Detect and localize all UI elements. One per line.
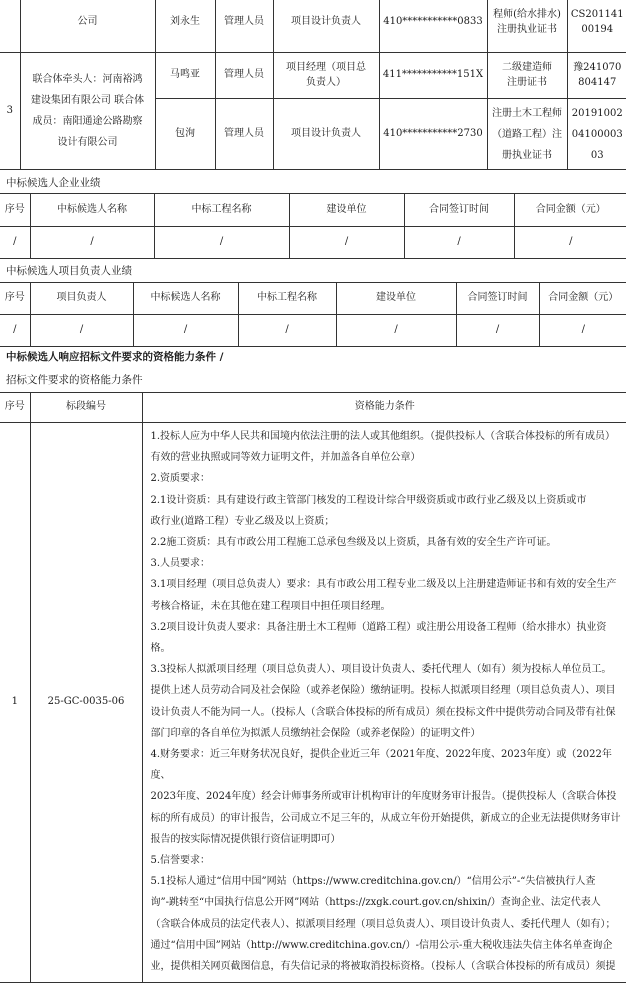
- qualification-table: [0, 392, 626, 983]
- condition-line: 3.2项目设计负责人要求：具备注册土木工程师（道路工程）或注册公用设备工程师（给水排水）执业资格。: [150, 621, 607, 655]
- position-cell: 项目设计负责人: [273, 99, 379, 170]
- table-header-row: [0, 283, 626, 315]
- id-cell: 410***********2730: [379, 99, 487, 170]
- condition-line: 通过“信用中国”网站（http://www.creditchina.gov.cn/）-信用公示-重大税收违法失信主体名单查询企: [150, 939, 613, 951]
- id-cell: 411***********151X: [379, 53, 487, 99]
- data-cell: /: [0, 315, 30, 347]
- condition-line: 2.1设计资质：具有建设行政主管部门核发的工程设计综合甲级资质或市政行业乙级及以上资质或市: [150, 494, 587, 506]
- header-cell: 项目负责人: [30, 283, 133, 315]
- condition-line: 2023年度、2024年度）经会计师事务所或审计机构审计的年度财务审计报告。（提供投标人（含联合体投: [150, 791, 617, 803]
- condition-line: 2.2施工资质：具有市政公用工程施工总承包叁级及以上资质，具备有效的安全生产许可证。: [150, 537, 557, 549]
- condition-line: 4.财务要求：近三年财务状况良好，提供企业近三年（2021年度、2022年度、2023年度）或（2022年度、: [150, 749, 612, 782]
- data-cell: /: [30, 315, 133, 347]
- data-cell: /: [238, 315, 336, 347]
- header-cell: 建设单位: [336, 283, 456, 315]
- condition-line: 提供上述人员劳动合同及社会保险（或养老保险）缴纳证明。投标人拟派项目经理（项目总负责人）、项目: [150, 685, 616, 697]
- condition-line: 部门印章的各自单位为拟派人员缴纳社会保险（或养老保险）的证明文件）: [150, 727, 481, 739]
- data-cell: /: [404, 227, 514, 259]
- header-cell: 序号: [0, 393, 30, 423]
- manager-perf-title: 中标候选人项目负责人业绩: [6, 265, 132, 277]
- index-cell: 1: [0, 423, 30, 983]
- section-no-cell: 25-GC-0035-06: [30, 423, 142, 983]
- table-row: [0, 423, 626, 983]
- header-cell: 合同金额（元）: [539, 283, 626, 315]
- enterprise-perf-table: [0, 193, 626, 259]
- manager-perf-table: [0, 282, 626, 347]
- data-cell: /: [289, 227, 404, 259]
- data-cell: /: [539, 315, 626, 347]
- condition-line: （含联合体成员的法定代表人）、拟派项目经理（项目总负责人）、项目设计负责人、委托代理人（如有）；: [150, 918, 616, 930]
- header-cell: 中标候选人名称: [30, 194, 154, 227]
- conditions-cell: [142, 423, 626, 983]
- header-cell: 资格能力条件: [142, 393, 626, 423]
- condition-line: 报告的按实际情况提供银行资信证明即可）: [150, 833, 341, 845]
- table-header-row: [0, 194, 626, 227]
- data-cell: /: [456, 315, 539, 347]
- table-row: [0, 53, 626, 99]
- header-cell: 合同金额（元）: [514, 194, 626, 227]
- table-row: [0, 315, 626, 347]
- condition-line: 设计负责人不能为同一人。（投标人（含联合体投标的所有成员）须在投标文件中提供劳动合同及带有社保: [150, 706, 616, 718]
- position-cell: 项目设计负责人: [273, 0, 379, 53]
- qualification-title: 中标候选人响应招标文件要求的资格能力条件 /: [6, 351, 224, 363]
- data-cell: /: [133, 315, 238, 347]
- table-row: [0, 227, 626, 259]
- cert-cell: 注册土木工程师（道路工程）注册执业证书: [487, 99, 567, 170]
- cert-no-cell: 201910020410000303: [567, 99, 626, 170]
- header-cell: 中标候选人名称: [133, 283, 238, 315]
- header-cell: 中标工程名称: [154, 194, 289, 227]
- condition-line: 考核合格证，未在其他在建工程项目中担任项目经理。: [150, 600, 391, 612]
- group-company-cell: 联合体牵头人：河南裕鸿建设集团有限公司 联合体成员：南阳通途公路勘察设计有限公司: [20, 53, 155, 170]
- condition-line: 5.信誉要求：: [150, 855, 211, 867]
- table-row: [0, 0, 626, 53]
- condition-line: 2.资质要求：: [150, 473, 211, 485]
- role-cell: 管理人员: [215, 0, 273, 53]
- role-cell: 管理人员: [215, 99, 273, 170]
- condition-line: 1.投标人应为中华人民共和国境内依法注册的法人或其他组织。（提供投标人（含联合体投标的所有成员）: [150, 431, 616, 442]
- name-cell: 刘永生: [155, 0, 215, 53]
- cert-no-cell: 豫241070804147: [567, 53, 626, 99]
- company-cell: 公司: [20, 0, 155, 53]
- condition-line: 有效的营业执照或同等效力证明文件，并加盖各自单位公章）: [150, 452, 421, 464]
- data-cell: /: [0, 227, 30, 259]
- condition-line: 5.1投标人通过“信用中国”网站（https://www.creditchina.gov.cn/）“信用公示”-“失信被执行人查: [150, 876, 596, 888]
- header-cell: 建设单位: [289, 194, 404, 227]
- name-cell: 马鸣亚: [155, 53, 215, 99]
- name-cell: 包洵: [155, 99, 215, 170]
- data-cell: /: [336, 315, 456, 347]
- personnel-table: [0, 0, 626, 170]
- qualification-subtitle: 招标文件要求的资格能力条件: [6, 374, 143, 386]
- table-header-row: [0, 393, 626, 423]
- header-cell: 序号: [0, 194, 30, 227]
- condition-line: 3.3投标人拟派项目经理（项目总负责人）、项目设计负责人、委托代理人（如有）须为投标人单位员工。: [150, 664, 612, 676]
- header-cell: 合同签订时间: [404, 194, 514, 227]
- condition-line: 3.人员要求：: [150, 558, 211, 570]
- condition-line: 业，提供相关网页截图信息，有失信记录的将被取消投标资格。（投标人（含联合体投标的所有成员）须提: [150, 961, 616, 973]
- role-cell: 管理人员: [215, 53, 273, 99]
- header-cell: 中标工程名称: [238, 283, 336, 315]
- cert-no-cell: CS20114100194: [567, 0, 626, 53]
- position-cell: 项目经理（项目总负责人）: [273, 53, 379, 99]
- header-cell: 标段编号: [30, 393, 142, 423]
- condition-line: 3.1项目经理（项目总负责人）要求：具有市政公用工程专业二级及以上注册建造师证书和有效的安全生产: [150, 579, 617, 591]
- condition-line: 政行业(道路工程）专业乙级及以上资质；: [150, 515, 335, 527]
- header-cell: 合同签订时间: [456, 283, 539, 315]
- cert-cell: 二级建造师注册证书: [487, 53, 567, 99]
- condition-line: 询”-跳转至“中国执行信息公开网”网站（https://zxgk.court.gov.cn/shixin/）查询企业、法定代表人: [150, 897, 601, 909]
- condition-line: 标的所有成员）的审计报告，公司成立不足三年的，从成立年份开始提供，新成立的企业无法提供财务审计: [150, 812, 621, 824]
- cert-cell: 程师(给水排水)注册执业证书: [487, 0, 567, 53]
- data-cell: /: [154, 227, 289, 259]
- header-cell: 序号: [0, 283, 30, 315]
- data-cell: /: [514, 227, 626, 259]
- data-cell: /: [30, 227, 154, 259]
- group-index-cell: 3: [0, 53, 20, 170]
- id-cell: 410***********0833: [379, 0, 487, 53]
- enterprise-perf-title: 中标候选人企业业绩: [6, 177, 101, 189]
